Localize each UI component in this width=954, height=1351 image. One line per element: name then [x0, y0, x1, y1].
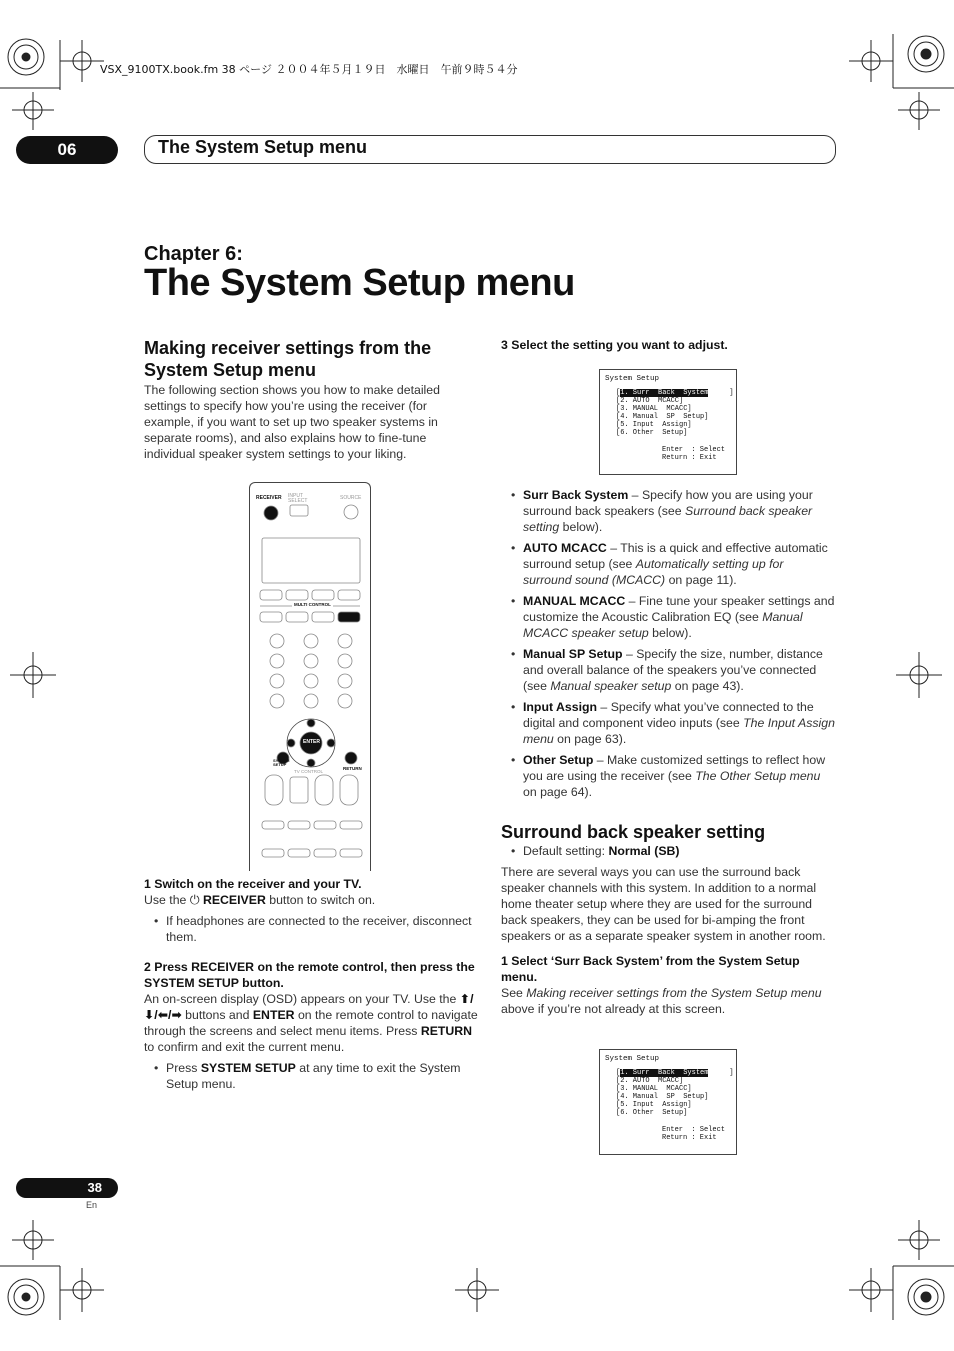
section1-intro: The following section shows you how to make detailed settings to specify how you’re using the receiver (for example, if you want to set up two speaker systems in separate rooms), and also explains how to fine-tune individual speaker system settings to your liking.: [144, 383, 440, 461]
osd-item-6: [6. Other Setup]: [616, 429, 688, 437]
header-title: The System Setup menu: [158, 137, 368, 157]
chapter-title: The System Setup menu: [144, 262, 575, 304]
chapter-number-tab: 06: [16, 136, 118, 164]
setting-other-setup: • Other Setup – Make customized settings to reflect how you are using the receiver (see The Other Setup menu on page 64).: [501, 752, 835, 800]
setting-surr-back: • Surr Back System – Specify how you are using your surround back speakers (see Surround back speaker setting below).: [501, 487, 835, 535]
step3-heading: 3 Select the setting you want to adjust.: [501, 338, 728, 352]
remote-control-illustration: [249, 482, 371, 871]
remote-multi-control-label: MULTI CONTROL: [294, 602, 331, 607]
remote-tv-control-label: TV CONTROL: [294, 769, 324, 774]
section1-heading: Making receiver settings from the System Setup menu: [144, 338, 432, 380]
osd-footer-enter: Enter : Select: [662, 446, 726, 454]
osd-item-5: [5. Input Assign]: [616, 421, 692, 429]
osd-item-2: [2. AUTO MCACC]: [616, 1077, 684, 1085]
osd-title: System Setup: [605, 1055, 660, 1063]
step1-bullet: • If headphones are connected to the receiver, disconnect them.: [144, 913, 478, 945]
remote-return-label: RETURN: [343, 766, 362, 771]
settings-list: [501, 487, 835, 800]
default-setting: • Default setting: Normal (SB): [501, 843, 835, 859]
file-info: VSX_9100TX.book.fm 38 ページ ２００４年５月１９日 水曜日 午前９時５４分: [100, 63, 518, 76]
section2-step1-text: See Making receiver settings from the System Setup menu above if you’re not already at this screen.: [501, 986, 822, 1016]
section2-body: There are several ways you can use the surround back speaker channels with this system. In addition to a normal home theater setup where they are used for the surround back speakers, they can be used for bi-amping the front speakers or as a separate speaker system in another room.: [501, 865, 826, 943]
step2-heading: 2 Press RECEIVER on the remote control, then press the SYSTEM SETUP button.: [144, 960, 475, 990]
setting-manual-sp: • Manual SP Setup – Specify the size, number, distance and overall balance of the speakers you’ve connected (see Manual speaker setup on page 43).: [501, 646, 835, 694]
remote-enter-label: ENTER: [303, 739, 320, 745]
setting-manual-mcacc: • MANUAL MCACC – Fine tune your speaker settings and customize the Acoustic Calibration EQ (see Manual MCACC speaker setup below).: [501, 593, 835, 641]
osd-footer-return: Return : Exit: [662, 1134, 717, 1142]
setting-auto-mcacc: • AUTO MCACC – This is a quick and effective automatic surround setup (see Automatically setting up for surround sound (MCACC) on page 11).: [501, 540, 835, 588]
remote-input-select-label: INPUT SELECT: [288, 493, 308, 504]
osd-screen-1: [599, 369, 737, 475]
section2: [501, 821, 835, 1017]
osd-item-3: [3. MANUAL MCACC]: [616, 1085, 692, 1093]
remote-drawing: [250, 483, 370, 871]
power-icon: ⏻: [189, 893, 203, 907]
osd-screen-2: [599, 1049, 737, 1155]
section2-heading: Surround back speaker setting: [501, 822, 766, 842]
osd-footer-enter: Enter : Select: [662, 1126, 726, 1134]
left-column-steps: [144, 876, 478, 1092]
remote-receiver-label: RECEIVER: [256, 495, 282, 501]
osd-item-4: [4. Manual SP Setup]: [616, 1093, 709, 1101]
osd-item-4: [4. Manual SP Setup]: [616, 413, 709, 421]
osd-title: System Setup: [605, 375, 660, 383]
osd-item-1: [1. Surr Back System ]: [616, 1069, 734, 1077]
osd-item-5: [5. Input Assign]: [616, 1101, 692, 1109]
remote-system-setup-label: SYSTEM SETUP: [273, 758, 290, 767]
section2-step1-heading: 1 Select ‘Surr Back System’ from the System Setup menu.: [501, 954, 800, 984]
step2-bullet: • Press SYSTEM SETUP at any time to exit the System Setup menu.: [144, 1060, 478, 1092]
chapter-label: Chapter 6:: [144, 243, 243, 265]
osd-item-2: [2. AUTO MCACC]: [616, 397, 684, 405]
step2-text: An on-screen display (OSD) appears on your TV. Use the ⬆/⬇/⬅/➡ buttons and ENTER on the remote control to navigate through the screens and select menu items. Press RETURN to confirm and exit the current menu.: [144, 992, 478, 1054]
step1-heading: 1 Switch on the receiver and your TV.: [144, 877, 362, 891]
step1-text: Use the ⏻ RECEIVER button to switch on.: [144, 893, 376, 907]
osd-item-1: [1. Surr Back System ]: [616, 389, 734, 397]
page-number: 38: [16, 1178, 118, 1198]
osd-footer-return: Return : Exit: [662, 454, 717, 462]
remote-source-label: SOURCE: [340, 495, 362, 501]
osd-item-6: [6. Other Setup]: [616, 1109, 688, 1117]
left-column: [144, 337, 474, 462]
osd-item-3: [3. MANUAL MCACC]: [616, 405, 692, 413]
page-language: En: [86, 1200, 98, 1210]
arrow-buttons-icon: ⬆/⬇/⬅/➡: [144, 992, 474, 1022]
setting-input-assign: • Input Assign – Specify what you’ve connected to the digital and component video inputs (see The Input Assign menu on page 63).: [501, 699, 835, 747]
